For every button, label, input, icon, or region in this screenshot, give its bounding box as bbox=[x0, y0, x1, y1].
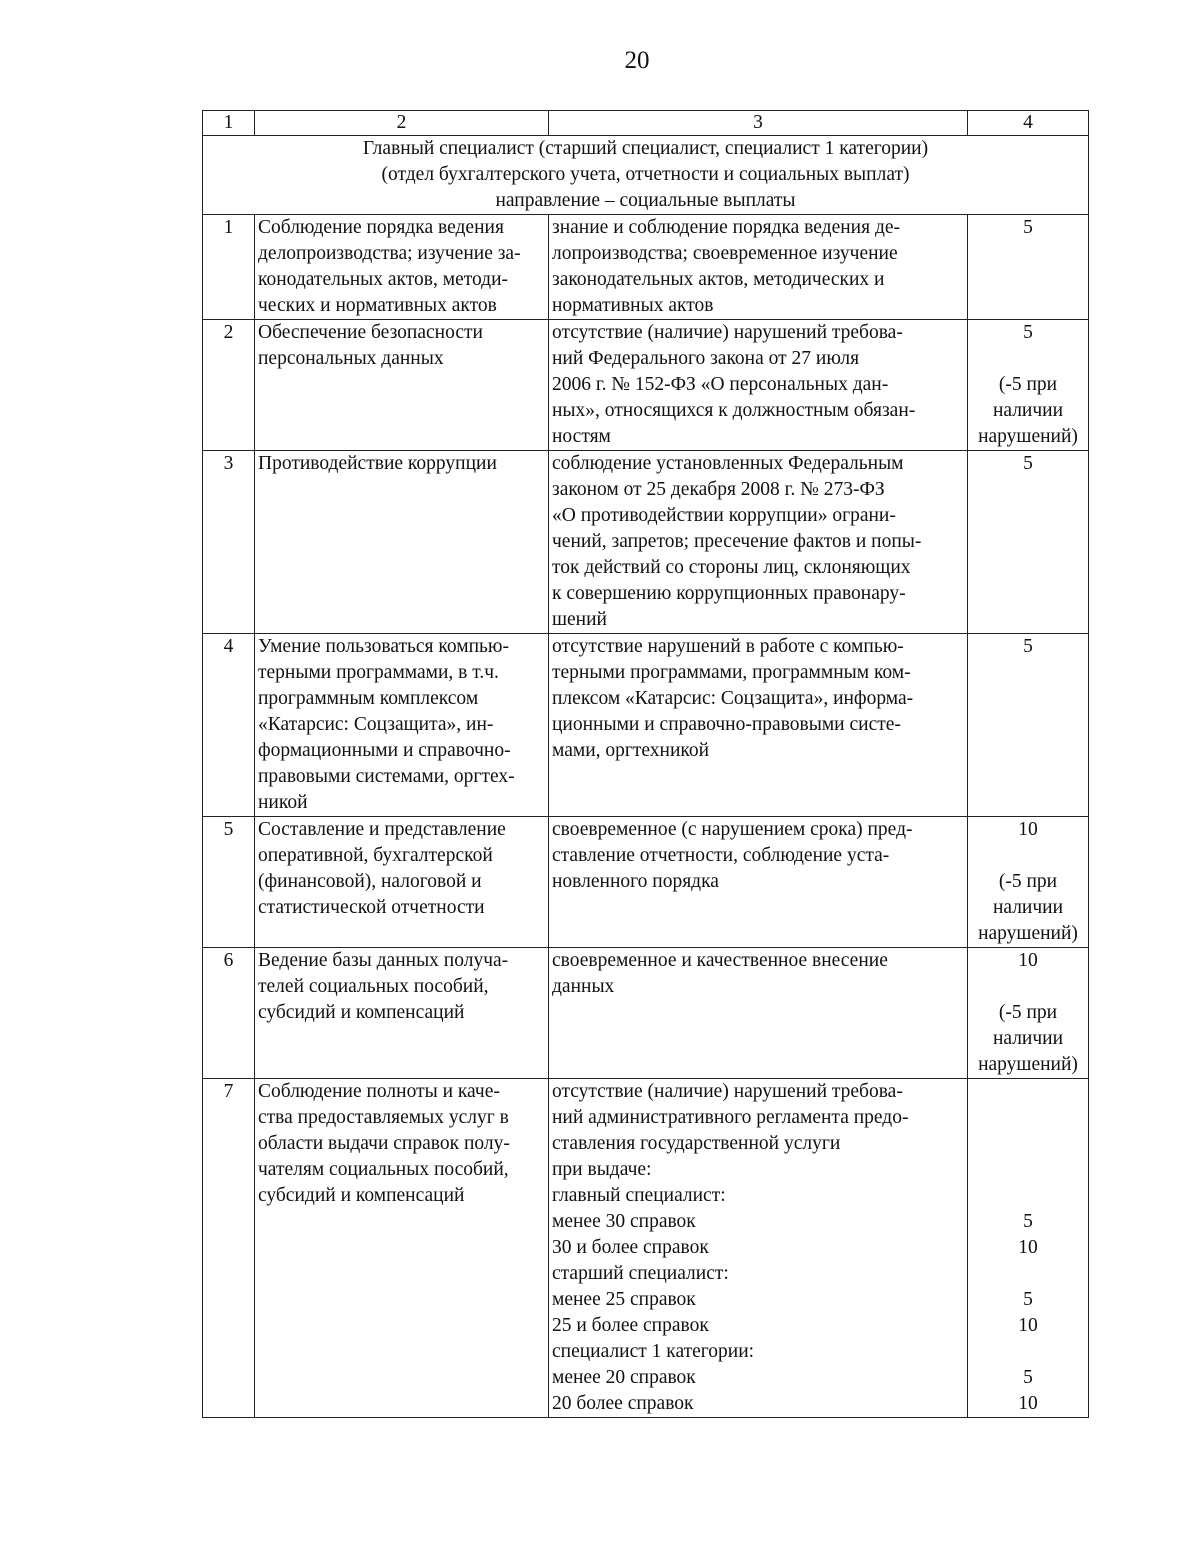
criterion-cell-line: менее 30 справок bbox=[552, 1211, 696, 1232]
indicator-cell-line: субсидий и компенсаций bbox=[258, 1002, 465, 1023]
points-cell-line bbox=[971, 346, 1085, 372]
indicator-cell bbox=[255, 451, 549, 634]
indicator-cell-line: Обеспечение безопасности bbox=[258, 322, 483, 343]
table-row bbox=[203, 817, 1089, 948]
criterion-cell-line: данных bbox=[552, 976, 615, 997]
criterion-cell-line: знание и соблюдение порядка ведения де- bbox=[552, 217, 901, 238]
table-row bbox=[203, 215, 1089, 320]
points-cell-line: 5 bbox=[1023, 1211, 1033, 1232]
points-cell-line: 5 bbox=[1023, 1289, 1033, 1310]
indicator-cell-line: ства предоставляемых услуг в bbox=[258, 1107, 509, 1128]
criteria-table bbox=[202, 110, 1089, 1418]
header-cell: 3 bbox=[549, 111, 968, 136]
criterion-cell-line: к совершению коррупционных правонару- bbox=[552, 583, 906, 604]
criterion-cell-line: старший специалист: bbox=[552, 1263, 729, 1284]
points-cell-line: 5 bbox=[1023, 217, 1033, 238]
points-cell-line: нарушений) bbox=[978, 426, 1078, 447]
criterion-cell bbox=[549, 1079, 968, 1418]
criterion-cell-line: «О противодействии коррупции» ограни- bbox=[552, 505, 896, 526]
criterion-cell-line: чений, запретов; пресечение фактов и попы- bbox=[552, 531, 922, 552]
criterion-cell bbox=[549, 817, 968, 948]
points-cell-line: нарушений) bbox=[978, 1054, 1078, 1075]
points-cell-line bbox=[971, 1131, 1085, 1157]
criterion-cell-line: 25 и более справок bbox=[552, 1315, 709, 1336]
criterion-cell-line: ционными и справочно-правовыми систе- bbox=[552, 714, 901, 735]
points-cell bbox=[968, 817, 1089, 948]
criterion-cell-line: законодательных актов, методических и bbox=[552, 269, 885, 290]
criterion-cell-line: при выдаче: bbox=[552, 1159, 652, 1180]
points-cell-line bbox=[971, 1339, 1085, 1365]
points-cell-line bbox=[971, 1079, 1085, 1105]
header-cell: 2 bbox=[255, 111, 549, 136]
points-cell-line: наличии bbox=[992, 897, 1064, 918]
criterion-cell-line: 20 более справок bbox=[552, 1393, 694, 1414]
table-row bbox=[203, 1079, 1089, 1418]
criterion-cell-line: специалист 1 категории: bbox=[552, 1341, 755, 1362]
section-title-row bbox=[203, 136, 1089, 215]
indicator-cell-line: области выдачи справок полу- bbox=[258, 1133, 510, 1154]
criterion-cell-line: менее 25 справок bbox=[552, 1289, 696, 1310]
points-cell-line: 5 bbox=[1023, 1367, 1033, 1388]
criterion-cell-line: своевременное и качественное внесение bbox=[552, 950, 888, 971]
criterion-cell-line: главный специалист: bbox=[552, 1185, 726, 1206]
criterion-cell-line: своевременное (с нарушением срока) пред- bbox=[552, 819, 913, 840]
criterion-cell-line: новленного порядка bbox=[552, 871, 719, 892]
criterion-cell-line: ний Федерального закона от 27 июля bbox=[552, 348, 860, 369]
criterion-cell-line: отсутствие нарушений в работе с компью- bbox=[552, 636, 904, 657]
indicator-cell-line: оперативной, бухгалтерской bbox=[258, 845, 493, 866]
points-cell-line bbox=[971, 843, 1085, 869]
indicator-cell-line: Ведение базы данных получа- bbox=[258, 950, 509, 971]
indicator-cell-line: терными программами, в т.ч. bbox=[258, 662, 499, 683]
criterion-cell-line: соблюдение установленных Федеральным bbox=[552, 453, 904, 474]
indicator-cell-line: формационными и справочно- bbox=[258, 740, 511, 761]
indicator-cell-line: никой bbox=[258, 792, 308, 813]
indicator-cell-line: Умение пользоваться компью- bbox=[258, 636, 509, 657]
criterion-cell bbox=[549, 320, 968, 451]
header-cell: 4 bbox=[968, 111, 1089, 136]
criterion-cell-line: ставление отчетности, соблюдение уста- bbox=[552, 845, 890, 866]
points-cell-line: наличии bbox=[992, 1028, 1064, 1049]
indicator-cell-line: статистической отчетности bbox=[258, 897, 485, 918]
criterion-cell-line: отсутствие (наличие) нарушений требова- bbox=[552, 322, 903, 343]
points-cell-line: (-5 при bbox=[998, 871, 1058, 892]
criterion-cell-line: ностям bbox=[552, 426, 611, 447]
criterion-cell-line: 30 и более справок bbox=[552, 1237, 709, 1258]
indicator-cell bbox=[255, 948, 549, 1079]
row-number: 7 bbox=[203, 1079, 255, 1418]
points-cell-line bbox=[971, 1261, 1085, 1287]
criterion-cell-line: ных», относящихся к должностным обязан- bbox=[552, 400, 916, 421]
points-cell-line: 10 bbox=[1018, 1315, 1038, 1336]
criterion-cell-line: отсутствие (наличие) нарушений требова- bbox=[552, 1081, 903, 1102]
section-title-line: (отдел бухгалтерского учета, отчетности и социальных выплат) bbox=[381, 164, 910, 185]
indicator-cell-line: «Катарсис: Соцзащита», ин- bbox=[258, 714, 494, 735]
criterion-cell-line: менее 20 справок bbox=[552, 1367, 696, 1388]
indicator-cell-line: чателям социальных пособий, bbox=[258, 1159, 509, 1180]
criterion-cell-line: ток действий со стороны лиц, склоняющих bbox=[552, 557, 911, 578]
points-cell-line: (-5 при bbox=[998, 374, 1058, 395]
section-title-line: направление – социальные выплаты bbox=[495, 190, 796, 211]
criterion-cell-line: 2006 г. № 152-ФЗ «О персональных дан- bbox=[552, 374, 889, 395]
points-cell-line bbox=[971, 1157, 1085, 1183]
criterion-cell bbox=[549, 634, 968, 817]
points-cell-line: 10 bbox=[1018, 1237, 1038, 1258]
points-cell bbox=[968, 1079, 1089, 1418]
points-cell-line bbox=[971, 1105, 1085, 1131]
indicator-cell bbox=[255, 320, 549, 451]
criterion-cell-line: лопроизводства; своевременное изучение bbox=[552, 243, 898, 264]
points-cell-line: 5 bbox=[1023, 322, 1033, 343]
indicator-cell-line: субсидий и компенсаций bbox=[258, 1185, 465, 1206]
indicator-cell-line: Составление и представление bbox=[258, 819, 506, 840]
indicator-cell-line: программным комплексом bbox=[258, 688, 479, 709]
indicator-cell-line: правовыми системами, оргтех- bbox=[258, 766, 515, 787]
indicator-cell bbox=[255, 817, 549, 948]
indicator-cell bbox=[255, 1079, 549, 1418]
criterion-cell-line: нормативных актов bbox=[552, 295, 714, 316]
indicator-cell-line: Соблюдение полноты и каче- bbox=[258, 1081, 500, 1102]
indicator-cell-line: ческих и нормативных актов bbox=[258, 295, 497, 316]
table-row bbox=[203, 320, 1089, 451]
criterion-cell-line: шений bbox=[552, 609, 607, 630]
criterion-cell-line: терными программами, программным ком- bbox=[552, 662, 911, 683]
criterion-cell-line: законом от 25 декабря 2008 г. № 273-ФЗ bbox=[552, 479, 885, 500]
points-cell bbox=[968, 215, 1089, 320]
points-cell bbox=[968, 634, 1089, 817]
points-cell-line: (-5 при bbox=[998, 1002, 1058, 1023]
row-number: 5 bbox=[203, 817, 255, 948]
points-cell-line: наличии bbox=[992, 400, 1064, 421]
table-row bbox=[203, 948, 1089, 1079]
criterion-cell bbox=[549, 215, 968, 320]
section-title-line: Главный специалист (старший специалист, специалист 1 категории) bbox=[362, 138, 929, 159]
row-number: 4 bbox=[203, 634, 255, 817]
criterion-cell bbox=[549, 948, 968, 1079]
row-number: 1 bbox=[203, 215, 255, 320]
indicator-cell-line: (финансовой), налоговой и bbox=[258, 871, 482, 892]
points-cell-line: 5 bbox=[1023, 636, 1033, 657]
indicator-cell-line: делопроизводства; изучение за- bbox=[258, 243, 521, 264]
header-row bbox=[203, 111, 1089, 136]
indicator-cell-line: Соблюдение порядка ведения bbox=[258, 217, 504, 238]
row-number: 6 bbox=[203, 948, 255, 1079]
section-title bbox=[203, 136, 1089, 215]
points-cell-line: 10 bbox=[1018, 950, 1038, 971]
criterion-cell-line: ставления государственной услуги bbox=[552, 1133, 841, 1154]
criterion-cell-line: плексом «Катарсис: Соцзащита», информа- bbox=[552, 688, 914, 709]
indicator-cell-line: телей социальных пособий, bbox=[258, 976, 489, 997]
points-cell-line: 10 bbox=[1018, 819, 1038, 840]
indicator-cell-line: персональных данных bbox=[258, 348, 444, 369]
points-cell bbox=[968, 451, 1089, 634]
indicator-cell bbox=[255, 215, 549, 320]
table-row bbox=[203, 451, 1089, 634]
points-cell-line: 10 bbox=[1018, 1393, 1038, 1414]
indicator-cell-line: Противодействие коррупции bbox=[258, 453, 497, 474]
header-cell: 1 bbox=[203, 111, 255, 136]
row-number: 2 bbox=[203, 320, 255, 451]
table-row bbox=[203, 634, 1089, 817]
criterion-cell bbox=[549, 451, 968, 634]
points-cell-line bbox=[971, 1183, 1085, 1209]
indicator-cell bbox=[255, 634, 549, 817]
criterion-cell-line: мами, оргтехникой bbox=[552, 740, 710, 761]
indicator-cell-line: конодательных актов, методи- bbox=[258, 269, 509, 290]
criterion-cell-line: ний административного регламента предо- bbox=[552, 1107, 909, 1128]
points-cell-line: 5 bbox=[1023, 453, 1033, 474]
points-cell-line bbox=[971, 974, 1085, 1000]
points-cell bbox=[968, 320, 1089, 451]
page-number: 20 bbox=[624, 47, 650, 74]
points-cell bbox=[968, 948, 1089, 1079]
row-number: 3 bbox=[203, 451, 255, 634]
points-cell-line: нарушений) bbox=[978, 923, 1078, 944]
